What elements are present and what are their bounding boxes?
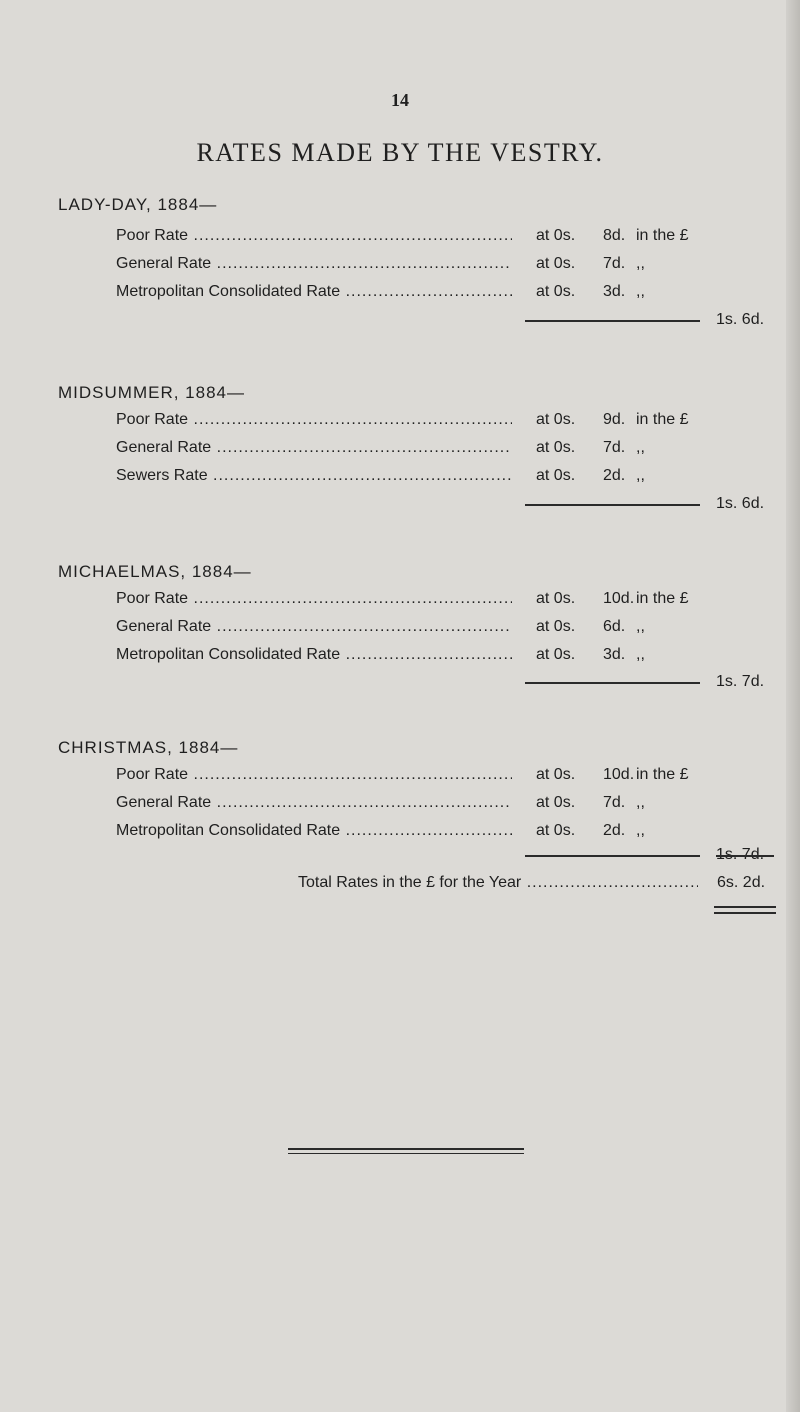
rate-suffix: ,, xyxy=(636,467,645,484)
rate-amount: 10d. xyxy=(603,590,635,607)
rate-row xyxy=(116,590,716,614)
rate-suffix: ,, xyxy=(636,794,645,811)
rate-suffix: ,, xyxy=(636,646,645,663)
rate-amount: 2d. xyxy=(603,822,626,839)
rate-row xyxy=(116,439,716,463)
section-subtotal: 1s. 7d. xyxy=(716,673,765,690)
rate-suffix: ,, xyxy=(636,618,645,635)
rate-name: Metropolitan Consolidated Rate ..... xyxy=(116,283,512,301)
rate-at: at 0s. xyxy=(536,227,576,244)
rate-name: Metropolitan Consolidated Rate ..... xyxy=(116,822,512,840)
section-subtotal: 1s. 7d. xyxy=(716,846,765,863)
rate-at: at 0s. xyxy=(536,255,576,272)
rate-amount: 7d. xyxy=(603,794,626,811)
rate-suffix: ,, xyxy=(636,283,645,300)
rate-amount: 7d. xyxy=(603,255,626,272)
rate-amount: 8d. xyxy=(603,227,626,244)
rate-at: at 0s. xyxy=(536,439,576,456)
rate-name: General Rate ..... xyxy=(116,794,512,812)
subtotal-rule xyxy=(525,320,700,322)
rate-row xyxy=(116,766,716,790)
rate-at: at 0s. xyxy=(536,766,576,783)
page-edge xyxy=(786,0,800,1412)
page-title: RATES MADE BY THE VESTRY. xyxy=(196,138,604,167)
rate-amount: 7d. xyxy=(603,439,626,456)
rate-row xyxy=(116,822,716,846)
rate-row xyxy=(116,794,716,818)
rate-at: at 0s. xyxy=(536,411,576,428)
rate-amount: 10d. xyxy=(603,766,635,783)
rate-row xyxy=(116,227,716,251)
rate-name: Poor Rate ..... xyxy=(116,590,512,608)
rate-name: General Rate ..... xyxy=(116,255,512,273)
rate-name: Metropolitan Consolidated Rate ..... xyxy=(116,646,512,664)
rate-name: General Rate ..... xyxy=(116,618,512,636)
rate-row xyxy=(116,283,716,307)
subtotal-rule xyxy=(525,855,700,857)
rate-suffix: ,, xyxy=(636,255,645,272)
rate-suffix: in the £ xyxy=(636,227,689,244)
rate-name: Poor Rate ..... xyxy=(116,766,512,784)
rate-row xyxy=(116,255,716,279)
rate-suffix: in the £ xyxy=(636,766,689,783)
rate-suffix: ,, xyxy=(636,822,645,839)
rate-name: General Rate ..... xyxy=(116,439,512,457)
rate-at: at 0s. xyxy=(536,794,576,811)
total-double-rule xyxy=(714,906,776,914)
section-subtotal: 1s. 6d. xyxy=(716,495,765,512)
rate-amount: 3d. xyxy=(603,283,626,300)
total-value: 6s. 2d. xyxy=(717,874,766,891)
rate-at: at 0s. xyxy=(536,646,576,663)
end-rule xyxy=(288,1148,524,1154)
section-heading: LADY-DAY, 1884— xyxy=(58,195,218,214)
section-heading: MICHAELMAS, 1884— xyxy=(58,562,252,581)
rate-row xyxy=(116,411,716,435)
rate-suffix: in the £ xyxy=(636,411,689,428)
subtotal-rule xyxy=(525,682,700,684)
section-heading: MIDSUMMER, 1884— xyxy=(58,383,245,402)
rate-amount: 9d. xyxy=(603,411,626,428)
rate-name: Poor Rate ..... xyxy=(116,411,512,429)
rate-at: at 0s. xyxy=(536,822,576,839)
rate-name: Sewers Rate ..... xyxy=(116,467,512,485)
rate-amount: 2d. xyxy=(603,467,626,484)
rate-row xyxy=(116,646,716,670)
rate-name: Poor Rate ..... xyxy=(116,227,512,245)
section-subtotal: 1s. 6d. xyxy=(716,311,765,328)
subtotal-rule xyxy=(525,504,700,506)
page-number: 14 xyxy=(391,90,409,110)
rate-amount: 3d. xyxy=(603,646,626,663)
rate-suffix: in the £ xyxy=(636,590,689,607)
rate-amount: 6d. xyxy=(603,618,626,635)
total-label: Total Rates in the £ for the Year ..... xyxy=(298,874,698,892)
section-heading: CHRISTMAS, 1884— xyxy=(58,738,239,757)
rate-row xyxy=(116,467,716,491)
rate-at: at 0s. xyxy=(536,467,576,484)
rate-row xyxy=(116,618,716,642)
rate-at: at 0s. xyxy=(536,618,576,635)
rate-suffix: ,, xyxy=(636,439,645,456)
total-rule xyxy=(716,855,774,857)
rate-at: at 0s. xyxy=(536,283,576,300)
rate-at: at 0s. xyxy=(536,590,576,607)
